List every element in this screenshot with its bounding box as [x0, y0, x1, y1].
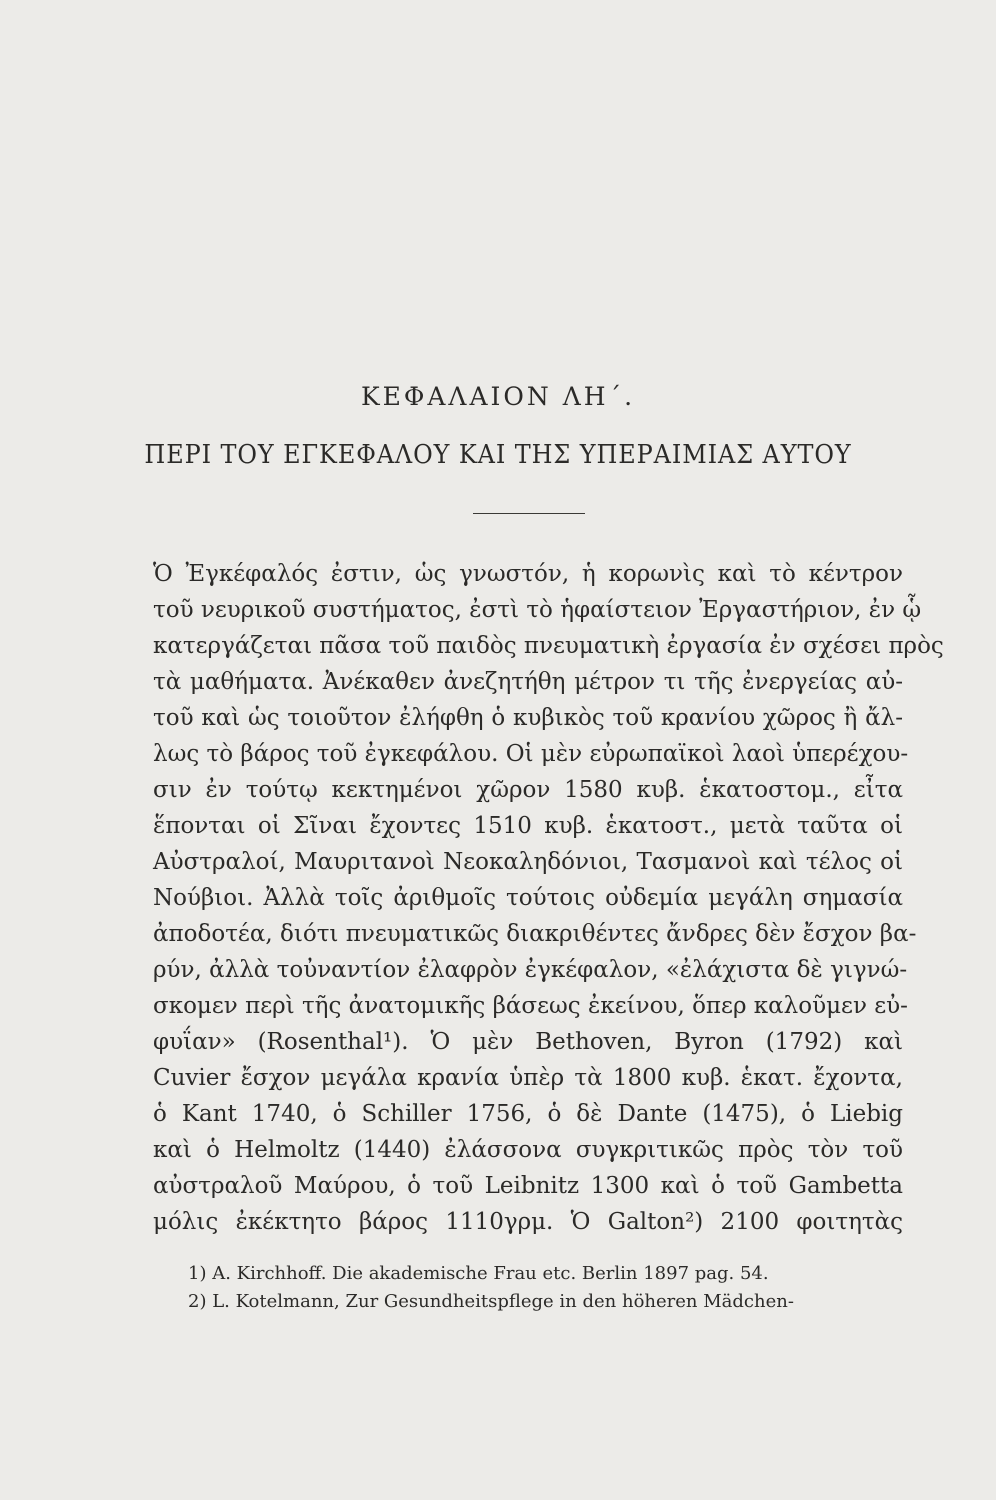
footnote: 2) L. Kotelmann, Zur Gesundheitspflege in den höheren Mädchen- — [188, 1291, 794, 1312]
text-line: ὁ Kant 1740, ὁ Schiller 1756, ὁ δὲ Dante (1475), ὁ Liebig — [153, 1101, 903, 1127]
text-line: Νούβιοι. Ἀλλὰ τοῖς ἀριθμοῖς τούτοις οὐδεμία μεγάλη σημασία — [153, 885, 903, 911]
text-line: Cuvier ἔσχον μεγάλα κρανία ὑπὲρ τὰ 1800 κυβ. ἑκατ. ἔχοντα, — [153, 1065, 903, 1091]
text-line: κατεργάζεται πᾶσα τοῦ παιδὸς πνευματικὴ ἐργασία ἐν σχέσει πρὸς — [153, 633, 944, 659]
chapter-title: ΠΕΡΙ ΤΟΥ ΕΓΚΕΦΑΛΟΥ ΚΑΙ ΤΗΣ ΥΠΕΡΑΙΜΙΑΣ ΑΥΤΟΥ — [144, 440, 852, 470]
text-line: τὰ μαθήματα. Ἀνέκαθεν ἀνεζητήθη μέτρον τι τῆς ἐνεργείας αὐ- — [153, 669, 903, 695]
text-line: ρύν, ἀλλὰ τοὐναντίον ἐλαφρὸν ἐγκέφαλον, «ἐλάχιστα δὲ γιγνώ- — [153, 957, 908, 983]
text-line: σκομεν περὶ τῆς ἀνατομικῆς βάσεως ἐκείνου, ὅπερ καλοῦμεν εὐ- — [153, 993, 908, 1019]
text-line: Αὐστραλοί, Μαυριτανοὶ Νεοκαληδόνιοι, Τασμανοὶ καὶ τέλος οἱ — [153, 849, 903, 875]
text-line: τοῦ νευρικοῦ συστήματος, ἐστὶ τὸ ἡφαίστειον Ἐργαστήριον, ἐν ᾧ — [153, 597, 922, 623]
text-line: μόλις ἐκέκτητο βάρος 1110γρμ. Ὁ Galton²) 2100 φοιτητὰς — [153, 1209, 903, 1235]
text-line: καὶ ὁ Helmoltz (1440) ἐλάσσονα συγκριτικῶς πρὸς τὸν τοῦ — [153, 1137, 903, 1163]
title-divider — [473, 513, 585, 514]
text-line: σιν ἐν τούτῳ κεκτημένοι χῶρον 1580 κυβ. ἑκατοστομ., εἶτα — [153, 777, 903, 803]
text-line: τοῦ καὶ ὡς τοιοῦτον ἐλήφθη ὁ κυβικὸς τοῦ κρανίου χῶρος ἢ ἄλ- — [153, 705, 903, 731]
text-line: φυΐαν» (Rosenthal¹). Ὁ μὲν Bethoven, Byron (1792) καὶ — [153, 1029, 903, 1055]
text-line: Ὁ Ἐγκέφαλός ἐστιν, ὡς γνωστόν, ἡ κορωνὶς καὶ τὸ κέντρον — [153, 561, 903, 587]
text-line: ἕπονται οἱ Σῖναι ἔχοντες 1510 κυβ. ἑκατοστ., μετὰ ταῦτα οἱ — [153, 813, 903, 839]
text-line: ἀποδοτέα, διότι πνευματικῶς διακριθέντες ἄνδρες δὲν ἔσχον βα- — [153, 921, 917, 947]
chapter-heading: ΚΕΦΑΛΑΙΟΝ ΛΗ΄. — [360, 382, 636, 411]
text-line: λως τὸ βάρος τοῦ ἐγκεφάλου. Οἱ μὲν εὐρωπαϊκοὶ λαοὶ ὑπερέχου- — [153, 741, 909, 767]
text-line: αὐστραλοῦ Μαύρου, ὁ τοῦ Leibnitz 1300 καὶ ὁ τοῦ Gambetta — [153, 1173, 903, 1199]
footnote: 1) A. Kirchhoff. Die akademische Frau etc. Berlin 1897 pag. 54. — [188, 1263, 769, 1284]
